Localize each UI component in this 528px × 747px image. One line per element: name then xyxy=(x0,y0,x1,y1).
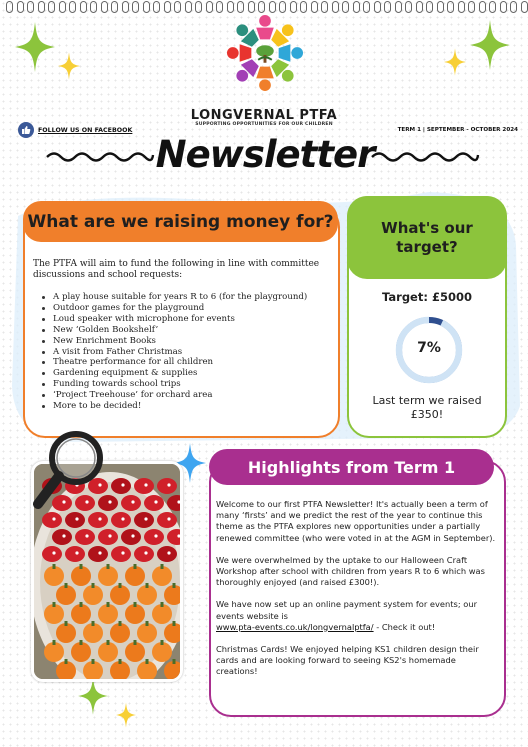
binding-ring xyxy=(500,1,507,13)
raising-list-item: Loud speaker with microphone for events xyxy=(40,314,340,325)
raising-list-item: Outdoor games for the playground xyxy=(40,303,340,314)
clementine-stem xyxy=(107,640,110,645)
binding-ring xyxy=(122,1,129,13)
binding-ring xyxy=(185,1,192,13)
pepper xyxy=(157,478,177,494)
pepper xyxy=(111,546,131,562)
clementine-stem xyxy=(119,621,122,626)
binding-ring xyxy=(90,1,97,13)
pepper xyxy=(111,478,131,494)
pepper-eye xyxy=(98,551,101,554)
pepper-eye xyxy=(154,534,157,537)
pepper-eye xyxy=(177,500,180,503)
clementine-stem xyxy=(80,564,83,569)
clementine-stem xyxy=(53,564,56,569)
binding-ring xyxy=(69,1,76,13)
clementine-stem xyxy=(134,602,137,607)
org-tagline: SUPPORTING OPPORTUNITIES FOR OUR CHILDREN xyxy=(195,122,333,127)
facebook-label[interactable]: FOLLOW US ON FACEBOOK xyxy=(38,126,133,134)
binding-ring xyxy=(48,1,55,13)
pepper xyxy=(157,546,177,562)
pepper xyxy=(121,495,141,511)
clementine-stem xyxy=(173,659,176,664)
pepper xyxy=(98,529,118,545)
clementine-stem xyxy=(161,602,164,607)
binding-ring xyxy=(510,1,517,13)
newsletter-title: Newsletter xyxy=(155,133,375,176)
pepper-eye xyxy=(144,517,147,520)
raising-list-item: New Enrichment Books xyxy=(40,336,340,347)
binding-ring xyxy=(17,1,24,13)
binding-ring xyxy=(248,1,255,13)
pepper xyxy=(88,546,108,562)
binding-ring xyxy=(489,1,496,13)
spiral-binding xyxy=(0,0,528,14)
highlights-paragraph xyxy=(216,599,498,633)
raising-heading: What are we raising money for? xyxy=(27,211,334,232)
clementine-stem xyxy=(65,659,68,664)
highlights-heading-pill xyxy=(209,449,494,485)
clementine-stem xyxy=(65,583,68,588)
pepper-eye xyxy=(121,517,124,520)
target-amount: Target: £5000 xyxy=(382,290,472,304)
raising-list-item: More to be decided! xyxy=(40,401,340,412)
raising-list-item: Gardening equipment & supplies xyxy=(40,368,340,379)
facebook-link[interactable] xyxy=(18,122,132,138)
target-heading-pill xyxy=(347,196,507,279)
pepper xyxy=(121,529,141,545)
binding-ring xyxy=(321,1,328,13)
clementine-stem xyxy=(134,564,137,569)
binding-ring xyxy=(353,1,360,13)
binding-ring xyxy=(363,1,370,13)
pepper xyxy=(134,512,154,528)
binding-ring xyxy=(6,1,13,13)
squiggle-right xyxy=(370,150,480,164)
target-note: Last term we raised £350! xyxy=(372,394,482,421)
ptfa-logo xyxy=(226,13,304,93)
pepper xyxy=(75,529,95,545)
sparkle-star-icon xyxy=(470,20,510,70)
pepper-eye xyxy=(121,551,124,554)
binding-ring xyxy=(405,1,412,13)
pepper xyxy=(65,546,85,562)
clementine-stem xyxy=(146,659,149,664)
binding-ring xyxy=(521,1,528,13)
clementine-stem xyxy=(53,640,56,645)
pepper-eye xyxy=(167,483,170,486)
sparkle-star-icon xyxy=(15,22,55,72)
binding-ring xyxy=(143,1,150,13)
pepper-eye xyxy=(121,483,124,486)
binding-ring xyxy=(342,1,349,13)
binding-ring xyxy=(111,1,118,13)
pepper-eye xyxy=(85,534,88,537)
binding-ring xyxy=(300,1,307,13)
clementine-stem xyxy=(119,659,122,664)
binding-ring xyxy=(216,1,223,13)
binding-ring xyxy=(468,1,475,13)
term-dates: TERM 1 | SEPTEMBER - OCTOBER 2024 xyxy=(397,127,518,133)
binding-ring xyxy=(206,1,213,13)
pepper xyxy=(111,512,131,528)
pepper-eye xyxy=(108,534,111,537)
clementine-stem xyxy=(173,583,176,588)
binding-ring xyxy=(59,1,66,13)
clementine-stem xyxy=(146,621,149,626)
binding-ring xyxy=(395,1,402,13)
clementine-stem xyxy=(92,583,95,588)
clementine-stem xyxy=(161,640,164,645)
raising-list-item: A play house suitable for years R to 6 (for the playground) xyxy=(40,292,340,303)
clementine-stem xyxy=(80,602,83,607)
pepper xyxy=(42,546,62,562)
highlights-paragraph: Christmas Cards! We enjoyed helping KS1 children design their cards and are looking forward to seeing KS2's homemade creations! xyxy=(216,644,479,677)
binding-ring xyxy=(384,1,391,13)
facebook-like-icon xyxy=(18,122,34,138)
binding-ring xyxy=(479,1,486,13)
pepper-eye xyxy=(52,551,55,554)
binding-ring xyxy=(101,1,108,13)
events-website-link[interactable]: www.pta-events.co.uk/longvernalptfa/ xyxy=(216,621,374,632)
binding-ring xyxy=(174,1,181,13)
clementine-stem xyxy=(92,659,95,664)
clementine-stem xyxy=(134,640,137,645)
clementine-stem xyxy=(92,621,95,626)
clementine-stem xyxy=(80,640,83,645)
clementine-stem xyxy=(161,564,164,569)
binding-ring xyxy=(132,1,139,13)
magnifying-glass-icon xyxy=(28,428,108,520)
binding-ring xyxy=(279,1,286,13)
pepper-eye xyxy=(167,517,170,520)
pepper-eye xyxy=(62,534,65,537)
pepper-eye xyxy=(75,551,78,554)
highlights-paragraph: Welcome to our first PTFA Newsletter! It's actually been a term of many ‘firsts’ and we predict the rest of the year to continue this theme as the PTFA explores new opportunities under a partially renewed committee (who were voted in at the AGM in September). xyxy=(216,499,496,543)
pepper xyxy=(52,529,72,545)
sparkle-star-icon xyxy=(444,48,466,76)
pepper-eye xyxy=(154,500,157,503)
clementine-stem xyxy=(107,564,110,569)
clementine-stem xyxy=(65,621,68,626)
progress-percent: 7% xyxy=(417,340,441,356)
raising-heading-pill xyxy=(23,201,338,242)
binding-ring xyxy=(27,1,34,13)
clementine-stem xyxy=(119,583,122,588)
binding-ring xyxy=(237,1,244,13)
pepper-eye xyxy=(131,500,134,503)
clementine-stem xyxy=(107,602,110,607)
org-name: LONGVERNAL PTFA xyxy=(190,108,338,123)
clementine-stem xyxy=(53,602,56,607)
highlights-paragraph: We were overwhelmed by the uptake to our Halloween Craft Workshop after school with children from years R to 6 which was thoroughly enjoyed (and raised £300!). xyxy=(216,554,485,588)
binding-ring xyxy=(437,1,444,13)
sparkle-star-icon xyxy=(116,700,136,730)
highlights-heading: Highlights from Term 1 xyxy=(247,457,456,477)
pepper xyxy=(144,529,164,545)
sparkle-star-icon xyxy=(58,52,80,80)
binding-ring xyxy=(332,1,339,13)
binding-ring xyxy=(374,1,381,13)
pepper-eye xyxy=(131,534,134,537)
pepper-eye xyxy=(108,500,111,503)
raising-list-item: Funding towards school trips xyxy=(40,379,340,390)
events-text: We have now set up an online payment system for events; our events website is xyxy=(216,599,478,621)
raising-list xyxy=(40,292,340,412)
pepper-eye xyxy=(144,551,147,554)
raising-intro: The PTFA will aim to fund the following in line with committee discussions and school requests: xyxy=(33,259,320,280)
raising-list-item: New ‘Golden Bookshelf’ xyxy=(40,325,340,336)
raising-list-item: Theatre performance for all children xyxy=(40,357,340,368)
raising-list-item: A visit from Father Christmas xyxy=(40,347,340,358)
events-link-suffix: - Check it out! xyxy=(373,621,436,632)
pepper xyxy=(134,546,154,562)
binding-ring xyxy=(311,1,318,13)
binding-ring xyxy=(195,1,202,13)
binding-ring xyxy=(80,1,87,13)
binding-ring xyxy=(416,1,423,13)
pepper-eye xyxy=(177,534,180,537)
binding-ring xyxy=(227,1,234,13)
binding-ring xyxy=(426,1,433,13)
binding-ring xyxy=(153,1,160,13)
binding-ring xyxy=(269,1,276,13)
binding-ring xyxy=(38,1,45,13)
pepper xyxy=(144,495,164,511)
clementine-stem xyxy=(146,583,149,588)
pepper-eye xyxy=(167,551,170,554)
binding-ring xyxy=(258,1,265,13)
binding-ring xyxy=(164,1,171,13)
binding-ring xyxy=(458,1,465,13)
binding-ring xyxy=(290,1,297,13)
highlights-body xyxy=(216,499,498,689)
pepper xyxy=(157,512,177,528)
binding-ring xyxy=(447,1,454,13)
pepper xyxy=(134,478,154,494)
pepper-eye xyxy=(144,483,147,486)
clementine-stem xyxy=(173,621,176,626)
raising-list-item: ‘Project Treehouse’ for orchard area xyxy=(40,390,340,401)
target-heading: What's our target? xyxy=(381,218,473,256)
